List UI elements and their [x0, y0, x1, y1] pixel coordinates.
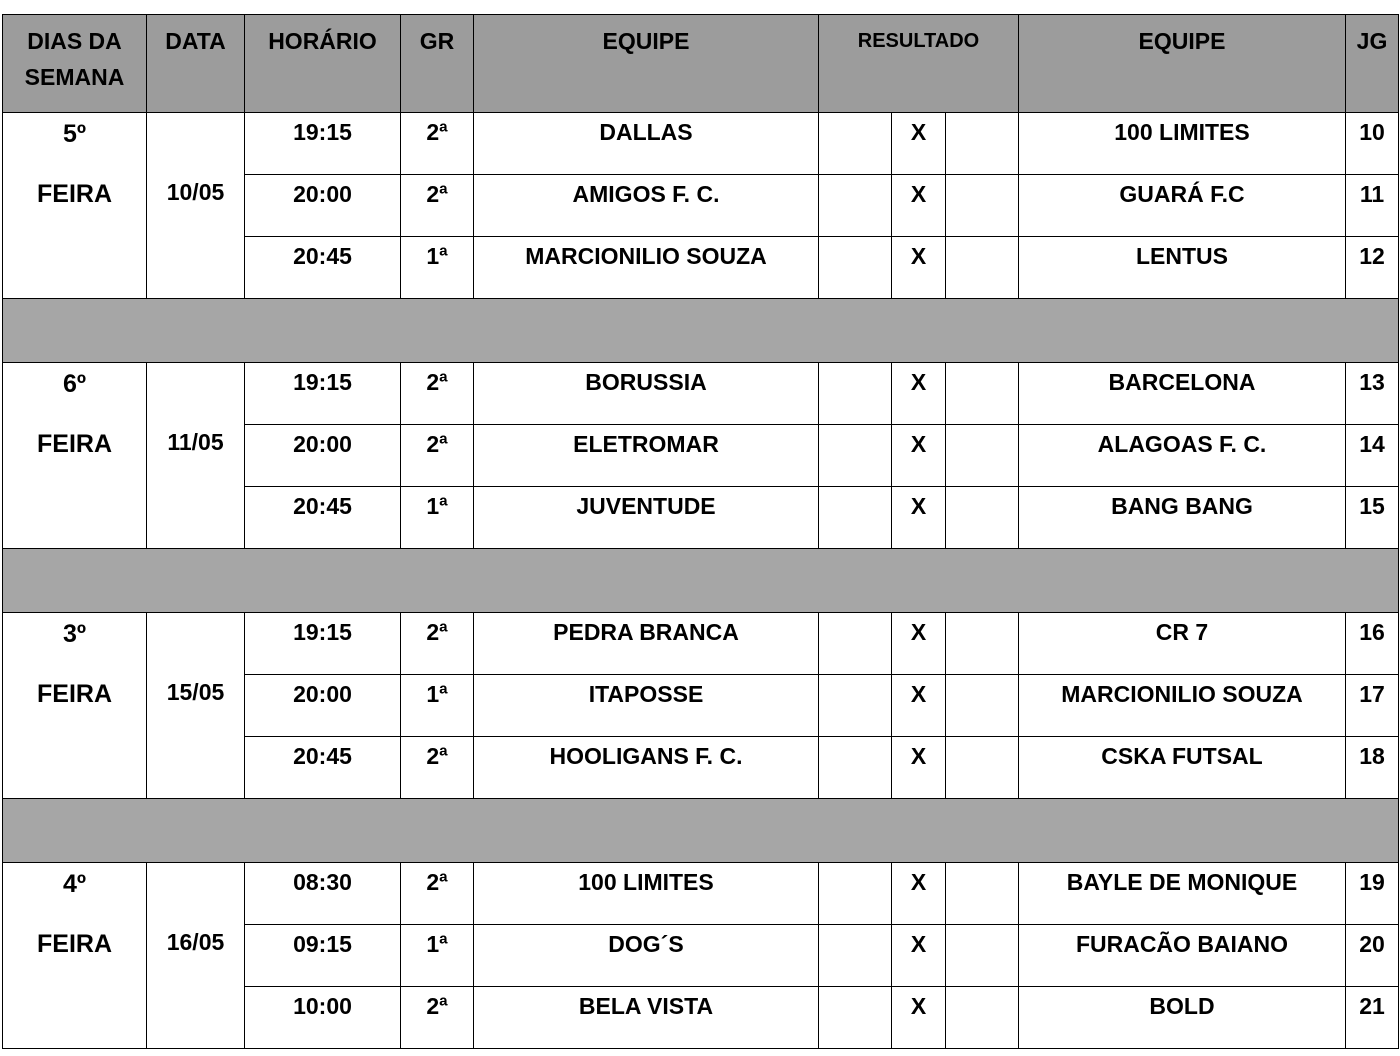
away-team-cell: MARCIONILIO SOUZA	[1019, 675, 1346, 737]
away-team-cell: CR 7	[1019, 613, 1346, 675]
weekday-label: FEIRA	[37, 430, 112, 458]
away-score-cell	[946, 237, 1019, 299]
versus-cell: X	[892, 425, 946, 487]
away-score-cell	[946, 175, 1019, 237]
away-score-cell	[946, 737, 1019, 799]
weekday-cell	[3, 863, 147, 1049]
weekday-cell	[3, 613, 147, 799]
header-dias: DIAS DA SEMANA	[3, 15, 147, 113]
weekday-ordinal: 4º	[62, 870, 87, 898]
weekday-label: FEIRA	[37, 930, 112, 958]
home-team-cell: AMIGOS F. C.	[474, 175, 819, 237]
separator-row	[3, 549, 1399, 613]
game-number-cell: 14	[1346, 425, 1399, 487]
header-row	[3, 15, 1399, 113]
home-team-cell: JUVENTUDE	[474, 487, 819, 549]
separator-cell	[3, 299, 1399, 363]
away-score-cell	[946, 113, 1019, 175]
time-cell: 08:30	[245, 863, 401, 925]
header-resultado: RESULTADO	[819, 15, 1019, 113]
versus-cell: X	[892, 487, 946, 549]
time-cell: 19:15	[245, 613, 401, 675]
game-number-cell: 10	[1346, 113, 1399, 175]
away-team-cell: BARCELONA	[1019, 363, 1346, 425]
time-cell: 20:45	[245, 237, 401, 299]
game-number-cell: 21	[1346, 987, 1399, 1049]
group-cell: 2ª	[401, 363, 474, 425]
home-score-cell	[819, 925, 892, 987]
home-score-cell	[819, 613, 892, 675]
home-score-cell	[819, 363, 892, 425]
home-score-cell	[819, 987, 892, 1049]
time-cell: 20:00	[245, 675, 401, 737]
away-score-cell	[946, 863, 1019, 925]
header-gr: GR	[401, 15, 474, 113]
versus-cell: X	[892, 925, 946, 987]
group-cell: 1ª	[401, 487, 474, 549]
group-cell: 1ª	[401, 925, 474, 987]
versus-cell: X	[892, 675, 946, 737]
header-data: DATA	[147, 15, 245, 113]
game-number-cell: 11	[1346, 175, 1399, 237]
weekday-label: FEIRA	[37, 680, 112, 708]
game-row	[3, 863, 1399, 925]
header-jg: JG	[1346, 15, 1399, 113]
home-score-cell	[819, 175, 892, 237]
header-horario: HORÁRIO	[245, 15, 401, 113]
away-score-cell	[946, 363, 1019, 425]
away-team-cell: CSKA FUTSAL	[1019, 737, 1346, 799]
game-number-cell: 15	[1346, 487, 1399, 549]
date-cell: 15/05	[147, 613, 245, 799]
schedule-table	[2, 14, 1399, 1049]
game-row	[3, 113, 1399, 175]
weekday-ordinal: 3º	[62, 620, 87, 648]
separator-cell	[3, 799, 1399, 863]
home-team-cell: BORUSSIA	[474, 363, 819, 425]
home-score-cell	[819, 487, 892, 549]
away-team-cell: ALAGOAS F. C.	[1019, 425, 1346, 487]
group-cell: 2ª	[401, 987, 474, 1049]
home-team-cell: PEDRA BRANCA	[474, 613, 819, 675]
separator-cell	[3, 549, 1399, 613]
date-cell: 11/05	[147, 363, 245, 549]
group-cell: 2ª	[401, 113, 474, 175]
game-number-cell: 18	[1346, 737, 1399, 799]
date-cell: 16/05	[147, 863, 245, 1049]
versus-cell: X	[892, 363, 946, 425]
separator-row	[3, 799, 1399, 863]
header-equipe-away: EQUIPE	[1019, 15, 1346, 113]
game-row	[3, 613, 1399, 675]
away-team-cell: BAYLE DE MONIQUE	[1019, 863, 1346, 925]
away-score-cell	[946, 987, 1019, 1049]
time-cell: 19:15	[245, 363, 401, 425]
group-cell: 2ª	[401, 425, 474, 487]
time-cell: 20:00	[245, 175, 401, 237]
away-team-cell: LENTUS	[1019, 237, 1346, 299]
home-score-cell	[819, 237, 892, 299]
separator-row	[3, 299, 1399, 363]
home-team-cell: ELETROMAR	[474, 425, 819, 487]
home-team-cell: BELA VISTA	[474, 987, 819, 1049]
versus-cell: X	[892, 737, 946, 799]
weekday-label: FEIRA	[37, 180, 112, 208]
away-score-cell	[946, 613, 1019, 675]
weekday-ordinal: 5º	[62, 120, 87, 148]
away-team-cell: FURACÃO BAIANO	[1019, 925, 1346, 987]
group-cell: 1ª	[401, 237, 474, 299]
time-cell: 20:00	[245, 425, 401, 487]
home-score-cell	[819, 863, 892, 925]
versus-cell: X	[892, 175, 946, 237]
away-team-cell: BANG BANG	[1019, 487, 1346, 549]
away-team-cell: 100 LIMITES	[1019, 113, 1346, 175]
header-equipe-home: EQUIPE	[474, 15, 819, 113]
away-score-cell	[946, 425, 1019, 487]
home-team-cell: ITAPOSSE	[474, 675, 819, 737]
time-cell: 09:15	[245, 925, 401, 987]
versus-cell: X	[892, 613, 946, 675]
versus-cell: X	[892, 113, 946, 175]
date-cell: 10/05	[147, 113, 245, 299]
home-team-cell: DOG´S	[474, 925, 819, 987]
game-number-cell: 12	[1346, 237, 1399, 299]
game-number-cell: 20	[1346, 925, 1399, 987]
weekday-cell	[3, 363, 147, 549]
home-team-cell: 100 LIMITES	[474, 863, 819, 925]
home-team-cell: HOOLIGANS F. C.	[474, 737, 819, 799]
game-number-cell: 16	[1346, 613, 1399, 675]
weekday-ordinal: 6º	[62, 370, 87, 398]
home-score-cell	[819, 113, 892, 175]
versus-cell: X	[892, 863, 946, 925]
home-score-cell	[819, 675, 892, 737]
group-cell: 2ª	[401, 175, 474, 237]
home-team-cell: MARCIONILIO SOUZA	[474, 237, 819, 299]
group-cell: 2ª	[401, 737, 474, 799]
home-score-cell	[819, 737, 892, 799]
versus-cell: X	[892, 987, 946, 1049]
versus-cell: X	[892, 237, 946, 299]
time-cell: 19:15	[245, 113, 401, 175]
game-number-cell: 13	[1346, 363, 1399, 425]
away-score-cell	[946, 675, 1019, 737]
group-cell: 2ª	[401, 863, 474, 925]
group-cell: 2ª	[401, 613, 474, 675]
time-cell: 20:45	[245, 737, 401, 799]
game-number-cell: 17	[1346, 675, 1399, 737]
home-team-cell: DALLAS	[474, 113, 819, 175]
away-score-cell	[946, 487, 1019, 549]
home-score-cell	[819, 425, 892, 487]
time-cell: 10:00	[245, 987, 401, 1049]
away-score-cell	[946, 925, 1019, 987]
game-number-cell: 19	[1346, 863, 1399, 925]
away-team-cell: GUARÁ F.C	[1019, 175, 1346, 237]
game-row	[3, 363, 1399, 425]
away-team-cell: BOLD	[1019, 987, 1346, 1049]
time-cell: 20:45	[245, 487, 401, 549]
group-cell: 1ª	[401, 675, 474, 737]
weekday-cell	[3, 113, 147, 299]
